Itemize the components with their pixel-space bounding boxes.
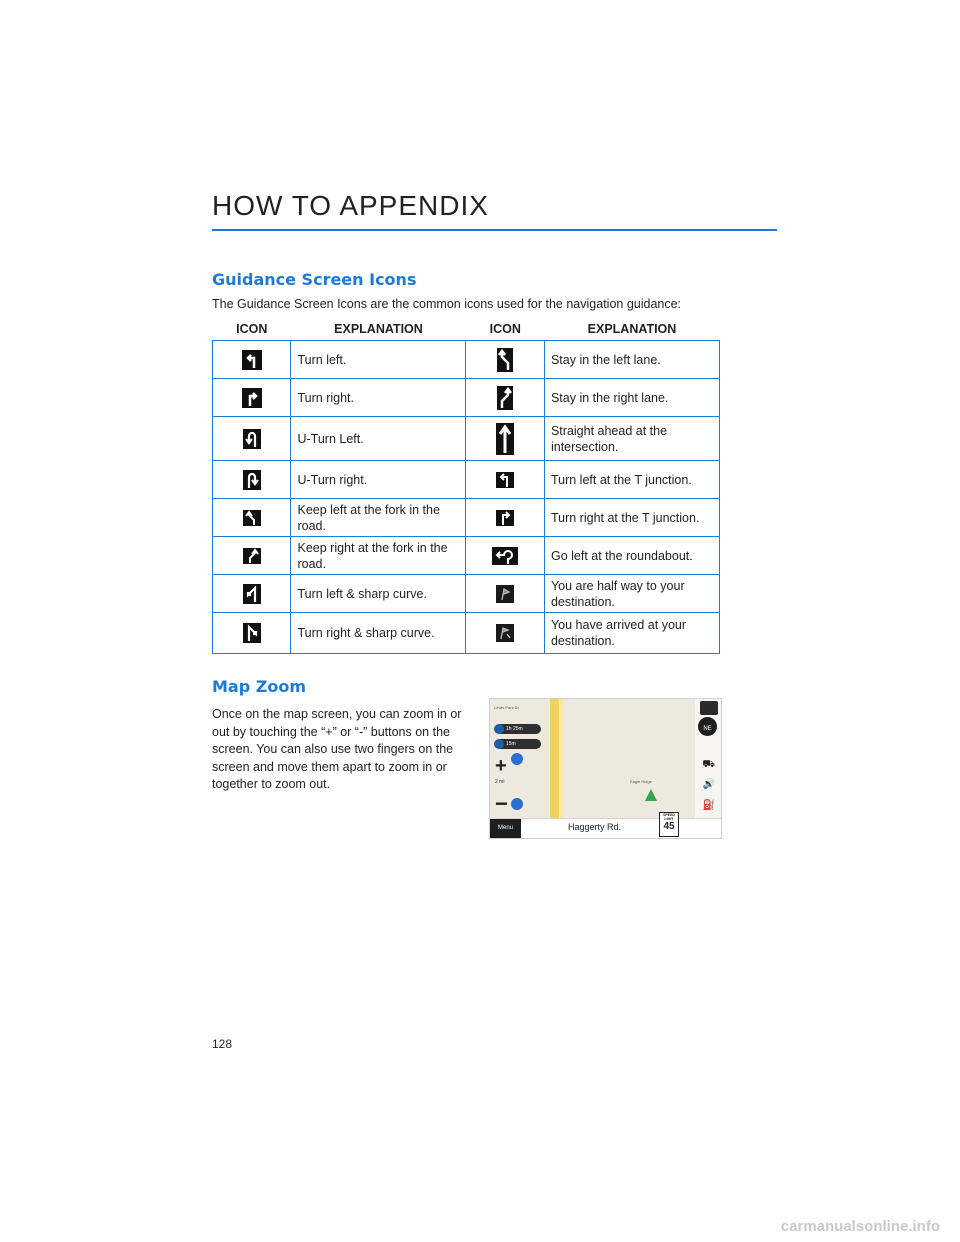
poi-label: Eagle Ridge xyxy=(630,779,652,784)
icon-cell xyxy=(213,613,291,654)
sharp-right-icon xyxy=(243,623,261,643)
icon-cell xyxy=(213,379,291,417)
explanation-cell: Turn right. xyxy=(291,379,466,417)
map-bottom-bar xyxy=(490,818,721,838)
explanation-cell: Turn left at the T junction. xyxy=(544,461,719,499)
lane-guidance-1-label: 1h 25m xyxy=(506,726,523,732)
header-rule xyxy=(212,229,777,231)
speed-limit-caption: SPEED LIMIT xyxy=(663,813,675,821)
map-zoom-body: Once on the map screen, you can zoom in or out by touching the “+” or “-” buttons on the screen. You can also use two fingers on the screen and move them apart to zoom in or together to zoom out. xyxy=(212,707,462,791)
explanation-cell: Stay in the right lane. xyxy=(544,379,719,417)
explanation-cell: You are half way to your destination. xyxy=(544,575,719,613)
stay-left-lane-icon xyxy=(497,348,513,372)
t-junction-left-icon xyxy=(496,472,514,488)
speed-limit-sign xyxy=(659,812,679,837)
icon-cell xyxy=(213,417,291,461)
icon-cell xyxy=(466,461,544,499)
col-header: EXPLANATION xyxy=(544,317,719,341)
roundabout-left-icon xyxy=(492,547,518,565)
icon-cell xyxy=(213,575,291,613)
table-row xyxy=(213,417,720,461)
menu-button[interactable]: Menu xyxy=(490,819,521,838)
explanation-cell: Turn right at the T junction. xyxy=(544,499,719,537)
highway-road xyxy=(550,699,559,819)
icon-cell xyxy=(466,379,544,417)
explanation-cell: Go left at the roundabout. xyxy=(544,537,719,575)
zoom-in-touch-indicator xyxy=(511,753,523,765)
home-icon[interactable] xyxy=(494,724,504,734)
table-row xyxy=(213,461,720,499)
explanation-cell: Keep right at the fork in the road. xyxy=(291,537,466,575)
map-screen xyxy=(489,698,722,839)
icon-cell xyxy=(466,537,544,575)
guidance-icons-table xyxy=(212,317,720,654)
col-header: EXPLANATION xyxy=(291,317,466,341)
u-turn-left-icon xyxy=(243,429,261,449)
explanation-cell: Stay in the left lane. xyxy=(544,341,719,379)
icon-cell xyxy=(213,499,291,537)
explanation-cell: Turn left. xyxy=(291,341,466,379)
straight-ahead-icon xyxy=(496,423,514,455)
icon-cell xyxy=(466,341,544,379)
col-header: ICON xyxy=(466,317,544,341)
volume-icon[interactable]: 🔊 xyxy=(702,779,715,790)
guidance-intro: The Guidance Screen Icons are the common icons used for the navigation guidance: xyxy=(212,297,682,311)
turn-right-icon xyxy=(242,388,262,408)
sharp-left-icon xyxy=(243,584,261,604)
vehicle-position-icon xyxy=(645,789,657,801)
explanation-cell: Turn right & sharp curve. xyxy=(291,613,466,654)
street-label: Lewis Park Dr xyxy=(494,705,519,710)
traffic-icon[interactable]: ⛟ xyxy=(702,759,715,770)
t-junction-right-icon xyxy=(496,510,514,526)
map-zoom-heading: Map Zoom xyxy=(212,677,306,696)
u-turn-right-icon xyxy=(243,470,261,490)
icon-cell xyxy=(466,613,544,654)
col-header: ICON xyxy=(213,317,291,341)
stay-right-lane-icon xyxy=(497,386,513,410)
lane-guidance-2-label: 15m xyxy=(506,741,516,747)
table-row xyxy=(213,537,720,575)
icon-cell xyxy=(213,461,291,499)
arrived-flag-icon xyxy=(496,624,514,642)
explanation-cell: Straight ahead at the intersection. xyxy=(544,417,719,461)
fuel-icon[interactable]: ⛽ xyxy=(702,800,715,811)
keep-left-fork-icon xyxy=(243,510,261,526)
destination-icon[interactable] xyxy=(494,739,504,749)
icon-cell xyxy=(466,575,544,613)
map-scale: 2 mi xyxy=(495,779,505,785)
zoom-out-button[interactable]: − xyxy=(495,791,508,816)
icon-cell xyxy=(466,499,544,537)
section-title: HOW TO APPENDIX xyxy=(212,190,489,221)
phone-icon[interactable] xyxy=(700,701,718,715)
table-row xyxy=(213,379,720,417)
table-row xyxy=(213,341,720,379)
zoom-out-touch-indicator xyxy=(511,798,523,810)
table-header-row xyxy=(213,317,720,341)
explanation-cell: You have arrived at your destination. xyxy=(544,613,719,654)
explanation-cell: Keep left at the fork in the road. xyxy=(291,499,466,537)
halfway-flag-icon xyxy=(496,585,514,603)
table-row xyxy=(213,575,720,613)
zoom-in-button[interactable]: + xyxy=(495,755,507,777)
current-street: Haggerty Rd. xyxy=(568,822,622,832)
guidance-heading: Guidance Screen Icons xyxy=(212,270,417,289)
keep-right-fork-icon xyxy=(243,548,261,564)
explanation-cell: Turn left & sharp curve. xyxy=(291,575,466,613)
page-number: 128 xyxy=(212,1037,233,1051)
table-row xyxy=(213,613,720,654)
highway-road-edge xyxy=(560,699,563,819)
watermark: carmanualsonline.info xyxy=(780,1218,940,1235)
icon-cell xyxy=(213,537,291,575)
explanation-cell: U-Turn right. xyxy=(291,461,466,499)
compass-icon[interactable]: NE xyxy=(698,717,717,736)
turn-left-icon xyxy=(242,350,262,370)
explanation-cell: U-Turn Left. xyxy=(291,417,466,461)
speed-limit-value: 45 xyxy=(663,821,675,832)
icon-cell xyxy=(213,341,291,379)
icon-cell xyxy=(466,417,544,461)
table-row xyxy=(213,499,720,537)
